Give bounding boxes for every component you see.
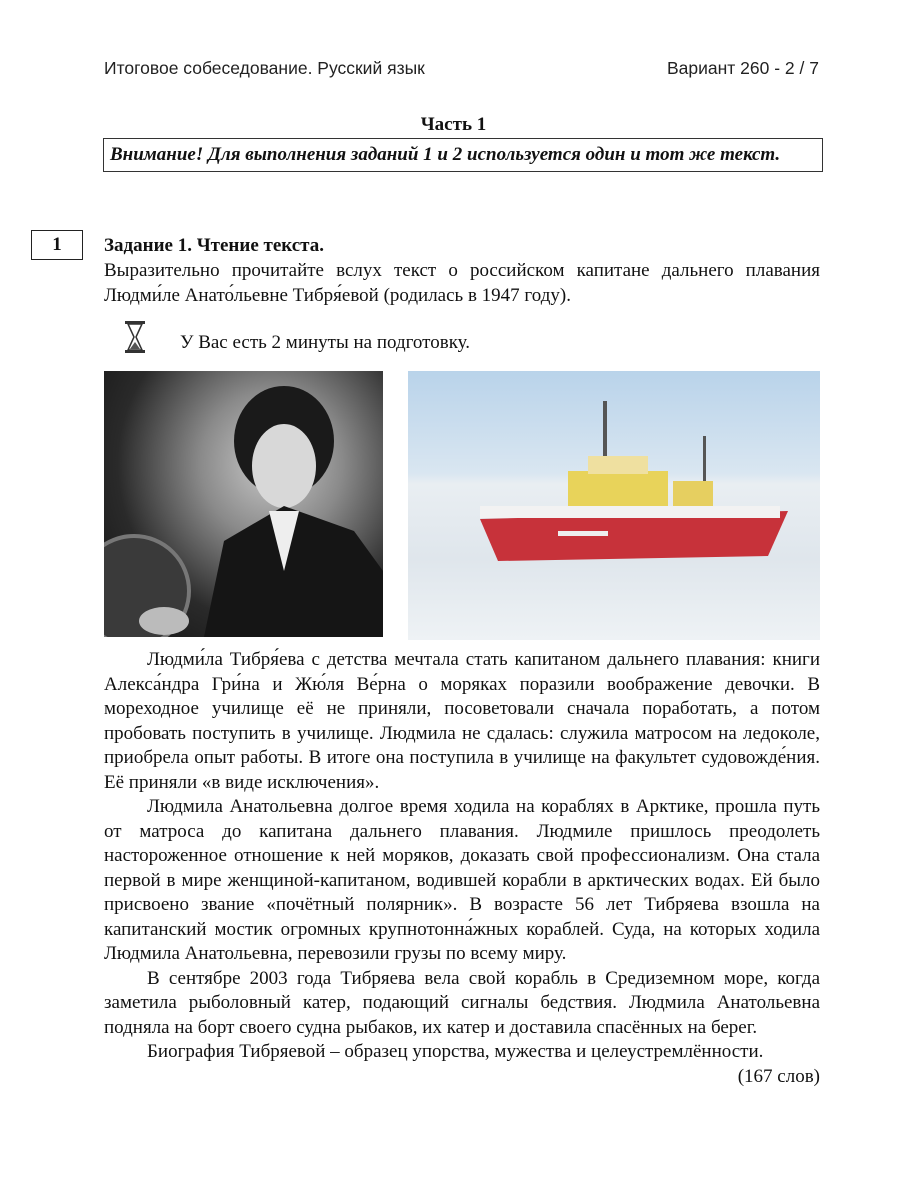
text-paragraph: Людмила Анатольевна долгое время ходила на кораблях в Арктике, прошла путь от матроса до капитана дальнего плавания. Людмиле пришлось преодолеть настороженное отношение к ней моряков, доказать свой профессионализм. Она стала первой в мире женщиной-капитаном, водившей корабли в арктических водах. Ей было присвоено звание «почётный полярник». В возрасте 56 лет Тибряева взошла на капитанский мостик огромных крупнотонна́жных кораблей. Суда, на которых ходила Людмила Анатольевна, перевозили грузы по всему миру. [104, 796, 820, 964]
icebreaker-photo [408, 371, 820, 640]
task-block [104, 233, 820, 308]
task-number: 1 [31, 230, 83, 260]
text-paragraph: Биография Тибряевой – образец упорства, мужества и целеустремлённости. [147, 1041, 764, 1062]
part-title: Часть 1 [420, 114, 487, 135]
attention-box: Внимание! Для выполнения заданий 1 и 2 используется один и тот же текст. [103, 138, 823, 172]
prep-time-text: У Вас есть 2 минуты на подготовку. [180, 332, 471, 353]
task-description: Выразительно прочитайте вслух текст о российском капитане дальнего плавания Людми́ле Анато́льевне Тибря́евой (родилась в 1947 году). [104, 260, 820, 306]
header-variant: Вариант 260 - 2 / 7 [667, 58, 819, 78]
header-subject: Итоговое собеседование. Русский язык [104, 58, 425, 78]
hourglass-icon [124, 320, 146, 359]
text-paragraph: В сентябре 2003 года Тибряева вела свой корабль в Средиземном море, когда заметила рыболовный катер, подающий сигналы бедствия. Людмила Анатольевна подняла на борт своего судна рыбаков, их катер и доставила спасённых на берег. [104, 967, 820, 1038]
text-paragraph: Людми́ла Тибря́ева с детства мечтала стать капитаном дальнего плавания: книги Алекса́ндра Гри́на и Жю́ля Ве́рна о моряках поразили воображение девочки. В мореходное училище её не приняли, посоветовали сначала поработать, а потом пробовать поступить в училище. Людмила не сдалась: служила матросом на ледоколе, приобрела опыт работы. В итоге она поступила в училище на факультет судовожде́ния. Её приняли «в виде исключения». [104, 649, 820, 793]
reading-text [104, 648, 820, 1089]
task-title: Задание 1. Чтение текста. [104, 235, 324, 256]
portrait-photo [104, 371, 383, 637]
word-count: (167 слов) [737, 1065, 820, 1087]
